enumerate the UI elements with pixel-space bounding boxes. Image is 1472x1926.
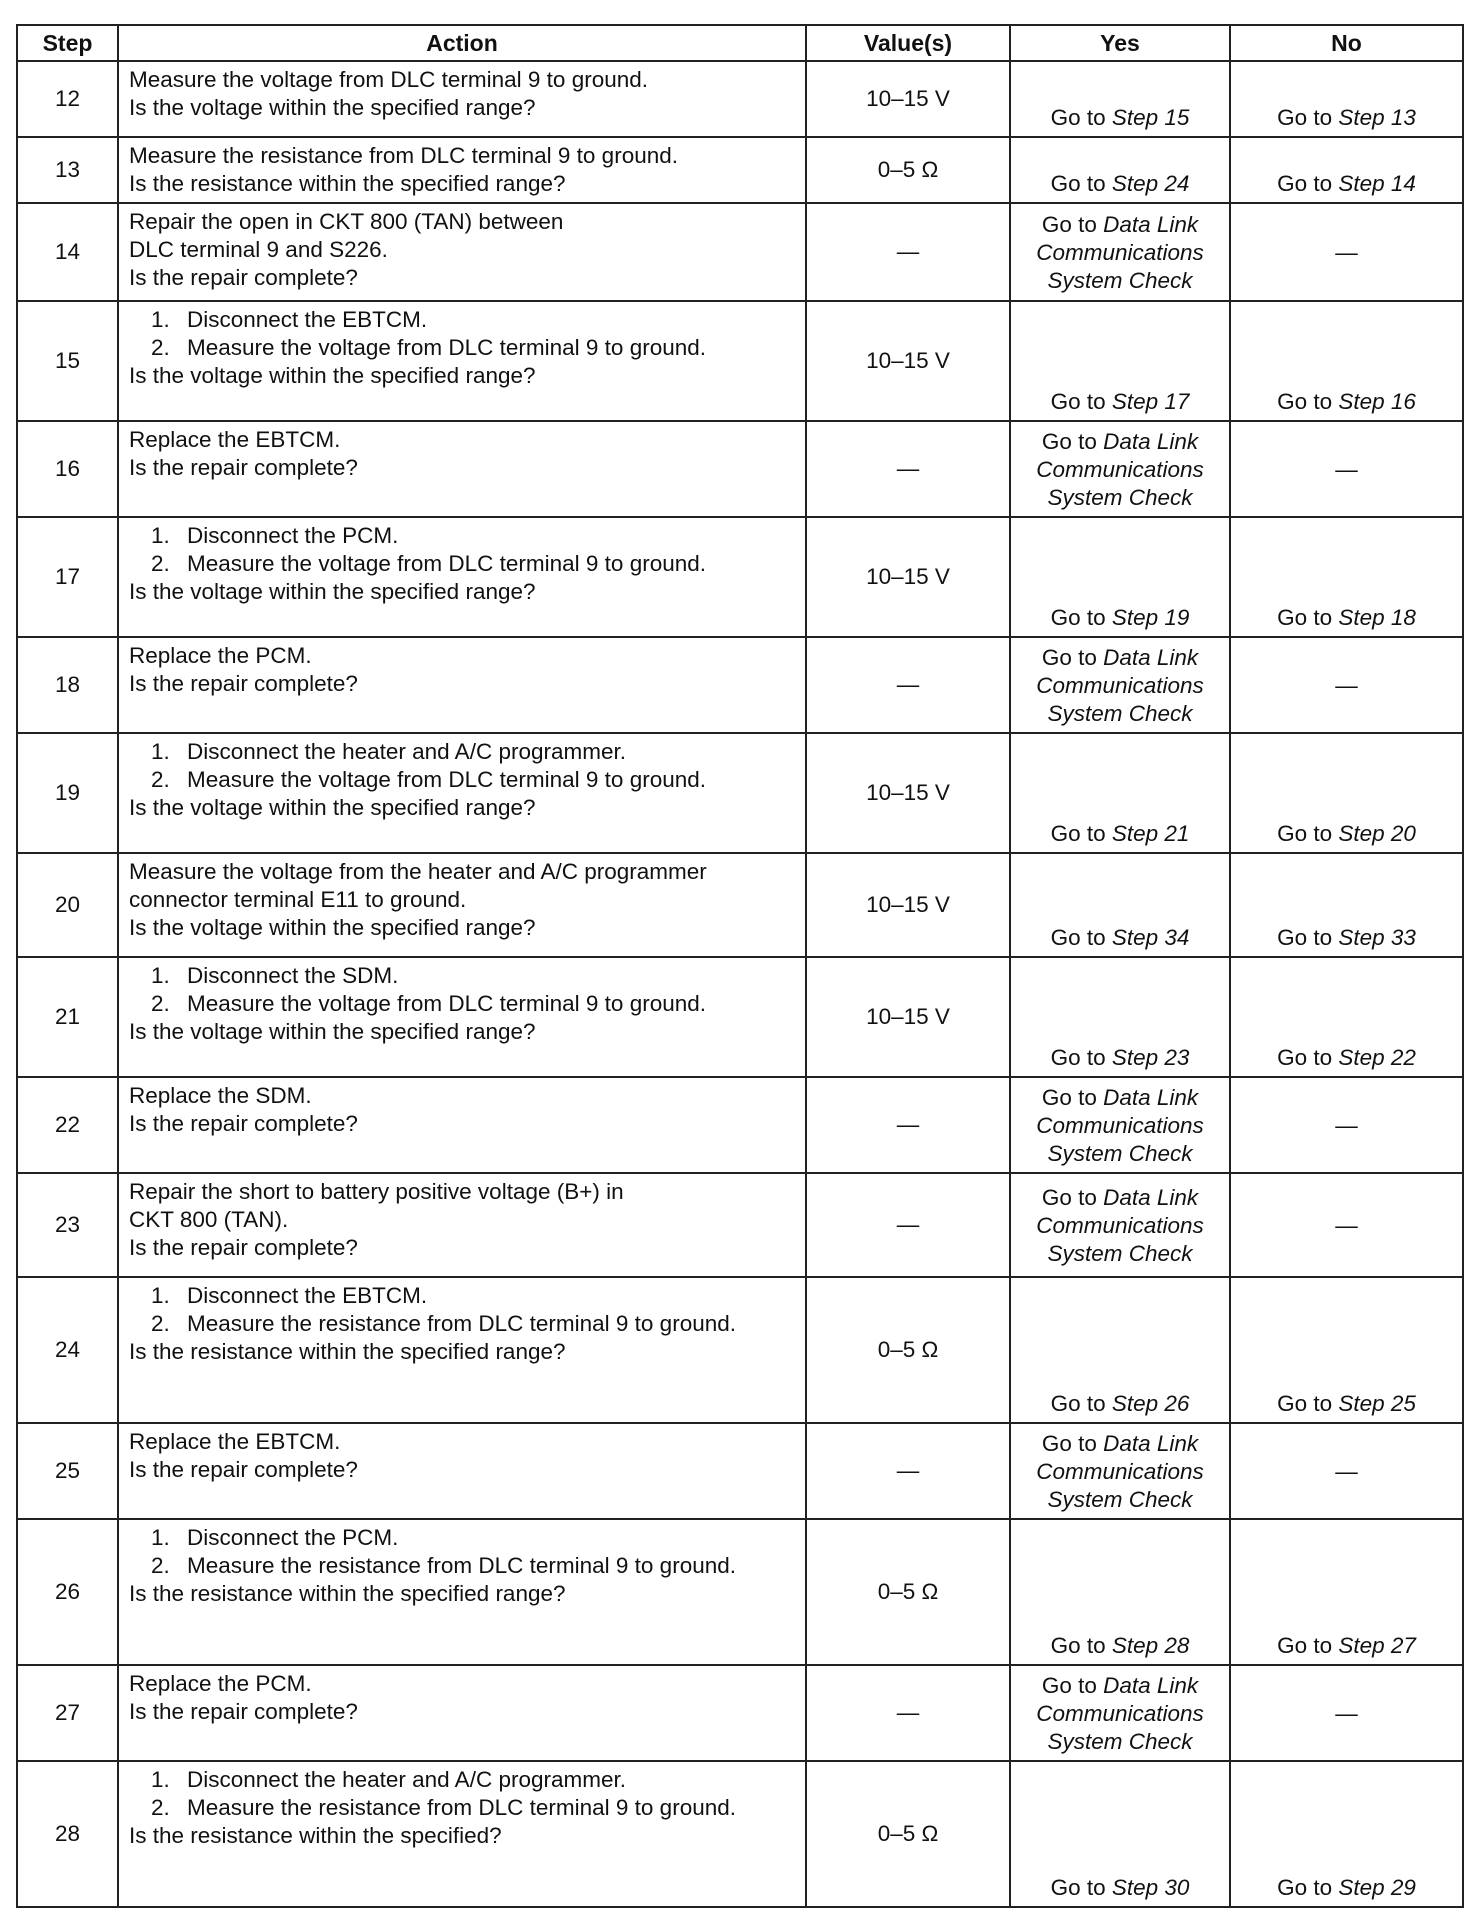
value-cell: 0–5 Ω [806,1761,1010,1907]
yes-cell [1010,957,1230,1077]
header-step: Step [17,25,118,61]
dlsc-line2: Communications [1036,1700,1204,1726]
step-number: 14 [17,203,118,301]
substep-item [129,1794,797,1822]
action-question: Is the voltage within the specified range? [129,1019,536,1044]
dlsc-line3: System Check [1047,1240,1193,1266]
dlsc-line3: System Check [1047,1140,1193,1166]
yes-cell [1010,853,1230,957]
substep-item [129,522,797,550]
goto-step-link[interactable]: Step 34 [1111,925,1190,950]
no-cell [1230,517,1463,637]
action-question: Is the repair complete? [129,1457,358,1482]
action-cell [118,301,806,421]
goto-prefix: Go to [1050,1875,1106,1900]
value-cell: — [806,1423,1010,1519]
goto-step-link[interactable]: Step 27 [1338,1633,1416,1658]
substep-item [129,1310,797,1338]
action-cell [118,421,806,517]
goto-prefix: Go to [1050,1045,1106,1070]
goto-prefix: Go to [1050,605,1106,630]
action-cell [118,1277,806,1423]
substep-item [129,962,797,990]
substep-text: Disconnect the heater and A/C programmer. [187,739,626,764]
goto-prefix: Go to [1277,925,1333,950]
action-question: Is the repair complete? [129,455,358,480]
header-row [17,25,1463,61]
action-question: Is the voltage within the specified range? [129,795,536,820]
no-cell [1230,1519,1463,1665]
action-cell [118,1519,806,1665]
no-cell [1230,1277,1463,1423]
table-row [17,61,1463,137]
dlsc-prefix: Go to [1041,428,1097,454]
action-text: Repair the short to battery positive voltage (B+) in [129,1179,624,1204]
action-substeps [129,1766,797,1822]
action-substeps [129,962,797,1018]
no-cell [1230,301,1463,421]
dlsc-em: Data Link [1103,1672,1199,1698]
action-question: Is the resistance within the specified range? [129,1339,566,1364]
table-row [17,1277,1463,1423]
value-cell: — [806,203,1010,301]
substep-text: Measure the voltage from DLC terminal 9 to ground. [187,991,707,1016]
table-row [17,1077,1463,1173]
table-row [17,301,1463,421]
goto-step-link[interactable]: Step 20 [1338,821,1416,846]
yes-cell [1010,203,1230,301]
no-cell [1230,637,1463,733]
substep-text: Measure the voltage from DLC terminal 9 to ground. [187,335,707,360]
action-question: Is the repair complete? [129,671,358,696]
substep-number: 1. [151,523,170,548]
substep-text: Disconnect the heater and A/C programmer. [187,1767,626,1792]
header-yes: Yes [1010,25,1230,61]
value-cell: — [806,1173,1010,1277]
dlsc-em: Data Link [1103,211,1199,237]
value-cell: 10–15 V [806,61,1010,137]
goto-step-link[interactable]: Step 23 [1111,1045,1190,1070]
value-cell: 10–15 V [806,733,1010,853]
action-question: Is the voltage within the specified range? [129,915,536,940]
goto-step-link[interactable]: Step 28 [1111,1633,1190,1658]
substep-number: 2. [151,767,170,792]
yes-cell [1010,1277,1230,1423]
action-question: Is the resistance within the specified range? [129,1581,566,1606]
value-cell: 0–5 Ω [806,137,1010,203]
dlsc-prefix: Go to [1041,211,1097,237]
goto-prefix: Go to [1277,1633,1333,1658]
dlsc-line2: Communications [1036,672,1204,698]
dlsc-prefix: Go to [1041,1430,1097,1456]
substep-text: Measure the resistance from DLC terminal 9 to ground. [187,1311,736,1336]
substep-text: Disconnect the EBTCM. [187,1283,428,1308]
action-text: CKT 800 (TAN). [129,1207,289,1232]
action-cell [118,203,806,301]
substep-text: Disconnect the SDM. [187,963,399,988]
dlsc-line3: System Check [1047,484,1193,510]
goto-step-link[interactable]: Step 22 [1338,1045,1416,1070]
substep-item [129,1552,797,1580]
action-cell [118,853,806,957]
yes-cell [1010,1665,1230,1761]
goto-step-link[interactable]: Step 25 [1338,1391,1416,1416]
action-text: Replace the PCM. [129,1671,312,1696]
value-cell: 10–15 V [806,301,1010,421]
dlsc-prefix: Go to [1041,1184,1097,1210]
dlsc-line2: Communications [1036,239,1204,265]
yes-cell [1010,733,1230,853]
step-number: 15 [17,301,118,421]
action-cell [118,1665,806,1761]
substep-text: Disconnect the PCM. [187,523,399,548]
no-cell [1230,733,1463,853]
dlsc-em: Data Link [1103,1084,1199,1110]
substep-item [129,766,797,794]
action-question: Is the repair complete? [129,1235,358,1260]
substep-item [129,1282,797,1310]
no-cell [1230,421,1463,517]
dash-value: — [1335,1112,1358,1138]
goto-step-link[interactable]: Step 15 [1111,105,1190,130]
table-row [17,1423,1463,1519]
table-row [17,957,1463,1077]
goto-step-link[interactable]: Step 33 [1338,925,1416,950]
dlsc-link[interactable] [1012,1430,1228,1458]
step-number: 21 [17,957,118,1077]
step-number: 19 [17,733,118,853]
action-cell [118,137,806,203]
yes-cell [1010,1423,1230,1519]
table-row [17,421,1463,517]
substep-number: 1. [151,1767,170,1792]
dash-value: — [1335,1700,1358,1726]
dlsc-prefix: Go to [1041,644,1097,670]
substep-item [129,1766,797,1794]
step-number: 24 [17,1277,118,1423]
header-no: No [1230,25,1463,61]
goto-step-link[interactable]: Step 16 [1338,389,1416,414]
action-text: Replace the SDM. [129,1083,312,1108]
table-row [17,733,1463,853]
action-question: Is the repair complete? [129,265,358,290]
substep-number: 1. [151,1525,170,1550]
no-cell [1230,1423,1463,1519]
goto-prefix: Go to [1050,389,1106,414]
action-text: Measure the voltage from DLC terminal 9 to ground. [129,67,649,92]
action-text: Measure the voltage from the heater and A/C programmer [129,859,707,884]
dlsc-em: Data Link [1103,428,1199,454]
goto-prefix: Go to [1277,605,1333,630]
goto-prefix: Go to [1277,105,1333,130]
dlsc-link[interactable] [1012,428,1228,456]
value-cell: 0–5 Ω [806,1277,1010,1423]
yes-cell [1010,61,1230,137]
substep-number: 1. [151,739,170,764]
substep-text: Measure the resistance from DLC terminal 9 to ground. [187,1795,736,1820]
yes-cell [1010,301,1230,421]
action-cell [118,957,806,1077]
substep-number: 2. [151,1553,170,1578]
dash-value: — [1335,1458,1358,1484]
no-cell [1230,1077,1463,1173]
yes-cell [1010,137,1230,203]
table-row [17,1761,1463,1907]
value-cell: 10–15 V [806,853,1010,957]
action-cell [118,637,806,733]
substep-text: Measure the voltage from DLC terminal 9 to ground. [187,551,707,576]
dash-value: — [1335,1212,1358,1238]
yes-cell [1010,1173,1230,1277]
action-text: Measure the resistance from DLC terminal 9 to ground. [129,143,678,168]
action-text: connector terminal E11 to ground. [129,887,467,912]
dlsc-line3: System Check [1047,1486,1193,1512]
table-row [17,853,1463,957]
no-cell [1230,1173,1463,1277]
goto-step-link[interactable]: Step 18 [1338,605,1416,630]
substep-item [129,550,797,578]
action-text: DLC terminal 9 and S226. [129,237,388,262]
step-number: 13 [17,137,118,203]
action-text: Replace the EBTCM. [129,1429,341,1454]
action-question: Is the resistance within the specified? [129,1823,502,1848]
step-number: 22 [17,1077,118,1173]
yes-cell [1010,421,1230,517]
dlsc-line3: System Check [1047,1728,1193,1754]
substep-number: 2. [151,1795,170,1820]
substep-item [129,306,797,334]
goto-prefix: Go to [1050,171,1106,196]
substep-text: Measure the voltage from DLC terminal 9 to ground. [187,767,707,792]
goto-prefix: Go to [1277,1045,1333,1070]
substep-number: 1. [151,963,170,988]
value-cell: — [806,421,1010,517]
table-body [17,61,1463,1907]
substep-text: Measure the resistance from DLC terminal 9 to ground. [187,1553,736,1578]
header-values: Value(s) [806,25,1010,61]
action-cell [118,733,806,853]
action-cell [118,1423,806,1519]
value-cell: 10–15 V [806,957,1010,1077]
no-cell [1230,61,1463,137]
goto-step-link[interactable]: Step 24 [1111,171,1190,196]
goto-prefix: Go to [1050,105,1106,130]
value-cell: — [806,637,1010,733]
goto-prefix: Go to [1277,1391,1333,1416]
yes-cell [1010,1519,1230,1665]
action-question: Is the voltage within the specified range? [129,95,536,120]
action-question: Is the voltage within the specified range? [129,363,536,388]
substep-item [129,990,797,1018]
action-text: Replace the PCM. [129,643,312,668]
goto-step-link[interactable]: Step 19 [1111,605,1190,630]
table-row [17,1173,1463,1277]
value-cell: 0–5 Ω [806,1519,1010,1665]
dlsc-line2: Communications [1036,1112,1204,1138]
table-row [17,203,1463,301]
step-number: 27 [17,1665,118,1761]
substep-item [129,1524,797,1552]
dlsc-prefix: Go to [1041,1084,1097,1110]
dlsc-link[interactable] [1012,644,1228,672]
no-cell [1230,957,1463,1077]
value-cell: — [806,1665,1010,1761]
step-number: 25 [17,1423,118,1519]
dlsc-prefix: Go to [1041,1672,1097,1698]
action-substeps [129,1282,797,1338]
action-cell [118,1077,806,1173]
goto-prefix: Go to [1050,821,1106,846]
step-number: 16 [17,421,118,517]
value-cell: 10–15 V [806,517,1010,637]
table-row [17,517,1463,637]
action-substeps [129,522,797,578]
table-row [17,637,1463,733]
dlsc-em: Data Link [1103,644,1199,670]
table-row [17,1519,1463,1665]
action-cell [118,517,806,637]
dash-value: — [1335,672,1358,698]
yes-cell [1010,1761,1230,1907]
substep-number: 2. [151,551,170,576]
goto-step-link[interactable]: Step 30 [1111,1875,1190,1900]
substep-item [129,334,797,362]
dash-value: — [1335,239,1358,265]
dlsc-line3: System Check [1047,267,1193,293]
dlsc-line3: System Check [1047,700,1193,726]
action-question: Is the repair complete? [129,1699,358,1724]
dlsc-line2: Communications [1036,1458,1204,1484]
goto-prefix: Go to [1050,925,1106,950]
dlsc-line2: Communications [1036,456,1204,482]
yes-cell [1010,517,1230,637]
action-question: Is the repair complete? [129,1111,358,1136]
step-number: 23 [17,1173,118,1277]
goto-prefix: Go to [1277,1875,1333,1900]
yes-cell [1010,1077,1230,1173]
goto-step-link[interactable]: Step 26 [1111,1391,1190,1416]
goto-prefix: Go to [1050,1391,1106,1416]
action-text: Repair the open in CKT 800 (TAN) between [129,209,564,234]
substep-text: Disconnect the PCM. [187,1525,399,1550]
no-cell [1230,203,1463,301]
value-cell: — [806,1077,1010,1173]
step-number: 18 [17,637,118,733]
substep-number: 1. [151,1283,170,1308]
header-action: Action [118,25,806,61]
dlsc-link[interactable] [1012,1184,1228,1212]
dlsc-link[interactable] [1012,211,1228,239]
diagnostic-table [16,24,1464,1908]
action-cell [118,1761,806,1907]
action-text: Replace the EBTCM. [129,427,341,452]
substep-number: 2. [151,335,170,360]
dlsc-em: Data Link [1103,1184,1199,1210]
goto-prefix: Go to [1277,389,1333,414]
substep-number: 2. [151,991,170,1016]
action-substeps [129,306,797,362]
dash-value: — [1335,456,1358,482]
table-row [17,137,1463,203]
step-number: 26 [17,1519,118,1665]
dlsc-link[interactable] [1012,1084,1228,1112]
substep-text: Disconnect the EBTCM. [187,307,428,332]
goto-prefix: Go to [1277,171,1333,196]
goto-prefix: Go to [1277,821,1333,846]
no-cell [1230,1665,1463,1761]
substep-number: 1. [151,307,170,332]
yes-cell [1010,637,1230,733]
action-question: Is the voltage within the specified range? [129,579,536,604]
substep-number: 2. [151,1311,170,1336]
step-number: 20 [17,853,118,957]
action-cell [118,61,806,137]
table-row [17,1665,1463,1761]
action-question: Is the resistance within the specified range? [129,171,566,196]
no-cell [1230,853,1463,957]
goto-step-link[interactable]: Step 14 [1338,171,1416,196]
action-substeps [129,738,797,794]
goto-step-link[interactable]: Step 29 [1338,1875,1416,1900]
action-substeps [129,1524,797,1580]
goto-step-link[interactable]: Step 13 [1338,105,1416,130]
no-cell [1230,1761,1463,1907]
step-number: 28 [17,1761,118,1907]
dlsc-link[interactable] [1012,1672,1228,1700]
substep-item [129,738,797,766]
goto-prefix: Go to [1050,1633,1106,1658]
goto-step-link[interactable]: Step 17 [1111,389,1190,414]
step-number: 12 [17,61,118,137]
step-number: 17 [17,517,118,637]
no-cell [1230,137,1463,203]
dlsc-em: Data Link [1103,1430,1199,1456]
dlsc-line2: Communications [1036,1212,1204,1238]
action-cell [118,1173,806,1277]
goto-step-link[interactable]: Step 21 [1111,821,1190,846]
